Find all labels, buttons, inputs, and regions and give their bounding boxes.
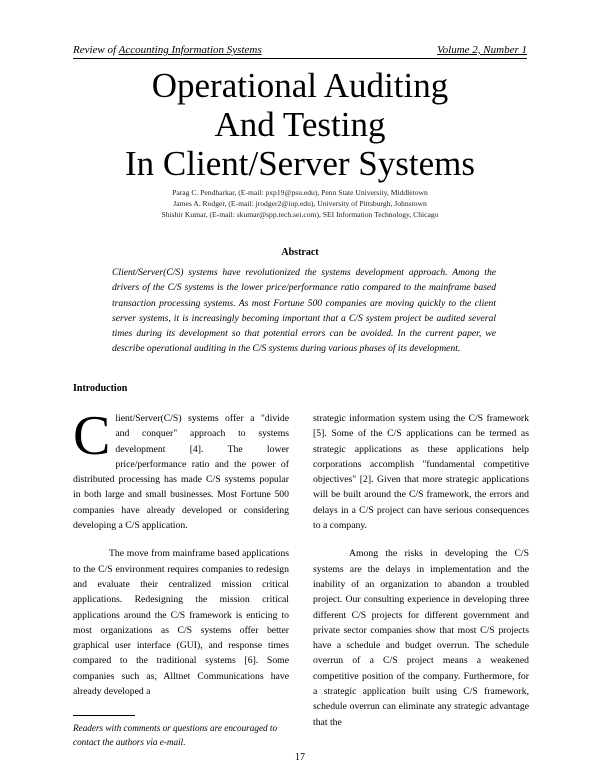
title-line-3: In Client/Server Systems — [125, 144, 475, 183]
right-column — [313, 411, 529, 730]
volume-info: Volume 2, Number 1 — [437, 44, 527, 56]
drop-cap: C — [73, 405, 111, 467]
running-head — [73, 44, 527, 59]
page-number: 17 — [295, 752, 305, 763]
footnote-rule — [73, 715, 135, 716]
intro-paragraph-4: Among the risks in developing the C/S systems are the delays in implementation and the inability of an organization to abandon a troubled project. Our consulting experience in developing three different C/S projects for different government and private sector companies show that most C/S projects have a schedule and budget overrun. The schedule overrun of a C/S project means a weakened competitive position of the company. Furthermore, for a strategic application built using C/S framework, schedule overrun can eliminate any strategic advantage that the — [313, 548, 529, 728]
author-2: James A. Rodger, (E-mail: jrodger2@iup.edu), University of Pittsburgh, Johnstown — [173, 199, 427, 208]
intro-paragraph-3: strategic information system using the C/S framework [5]. Some of the C/S applications can be termed as strategic applications as these applications help corporations accomplish "fundamental competitive objectives" [2]. Given that more strategic applications will be built around the C/S framework, the errors and delays in a C/S project can have serious consequences to a company. — [313, 413, 529, 532]
author-1: Parag C. Pendharkar, (E-mail: pxp19@psu.edu), Penn State University, Middletown — [172, 188, 428, 197]
left-column — [73, 405, 289, 699]
author-list — [0, 187, 600, 220]
introduction-heading: Introduction — [73, 383, 128, 394]
footnote: Readers with comments or questions are encouraged to contact the authors via e-mail. — [73, 723, 278, 747]
intro-paragraph-2: The move from mainframe based applications to the C/S environment requires companies to redesign and evaluate their centralized mission critical applications. Redesigning the mission critical applications around the C/S framework is enticing to most organizations as C/S systems offer better graphical user interface (GUI), and response times compared to the traditional systems [6]. Some companies such as, Alltnet Communications have already developed a — [73, 548, 289, 698]
journal-title: Review of Accounting Information Systems — [73, 44, 262, 56]
author-3: Shishir Kumar, (E-mail: skumar@spp.tech.sei.com), SEI Information Technology, Chicago — [161, 210, 439, 219]
title-line-2: And Testing — [214, 105, 386, 144]
title-line-1: Operational Auditing — [151, 66, 449, 105]
paper-title — [0, 66, 600, 183]
journal-name: Accounting Information Systems — [118, 44, 262, 56]
abstract-heading: Abstract — [281, 247, 319, 258]
intro-paragraph-1: Client/Server(C/S) systems offer a "divide and conquer" approach to systems development [4]. The lower price/performance ratio and the power of distributed processing has made C/S systems popular in both large and small businesses. Most Fortune 500 companies have already developed or considering developing a C/S application. — [73, 405, 289, 532]
abstract-text: Client/Server(C/S) systems have revolutionized the systems development approach. Among the drivers of the C/S systems is the lower price/performance ratio compared to the mainframe based transaction processing systems. As most Fortune 500 companies are moving quickly to the client server systems, it is increasingly becoming important that a C/S system project be audited several times during its development so that potential errors can be avoided. In the current paper, we describe operational auditing in the C/S systems during various phases of its development. — [112, 267, 496, 355]
